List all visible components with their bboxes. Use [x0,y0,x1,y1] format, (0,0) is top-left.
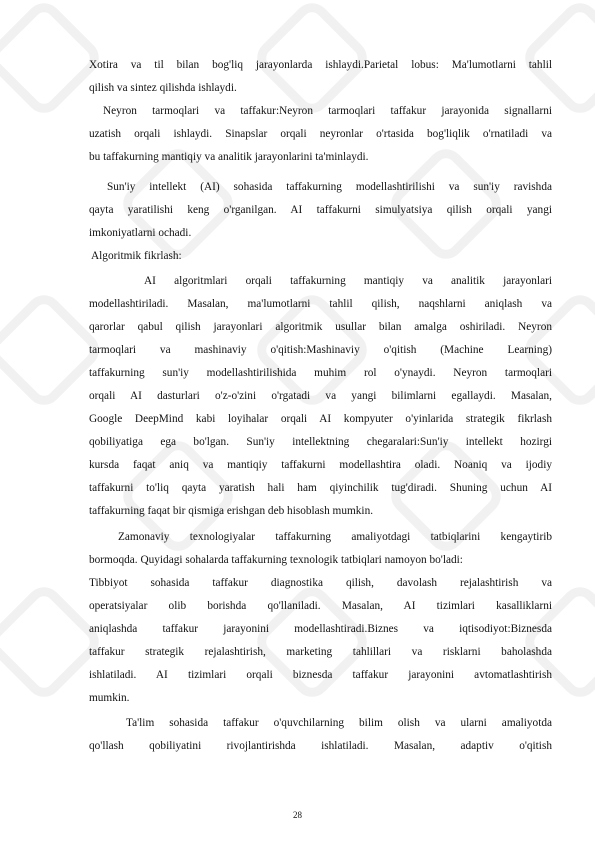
text-line: qayta yaratilishi keng o'rganilgan. AI taffakurni simulyatsiya qilish orqali yangi [89,204,552,216]
text-line: bormoqda. Quyidagi sohalarda taffakurning texnologik tatbiqlari namoyon bo'ladi: [89,554,463,566]
text-line: Google DeepMind kabi loyihalar orqali AI kompyuter o'yinlarida strategik fikrlash [89,413,552,425]
text-line: Zamonaviy texnologiyalar taffakurning amaliyotdagi tatbiqlarini kengaytirib [118,531,552,543]
text-line: qo'llash qobiliyatini rivojlantirishda ishlatiladi. Masalan, adaptiv o'qitish [89,740,552,752]
text-line: Tibbiyot sohasida taffakur diagnostika qilish, davolash rejalashtirish va [89,577,552,589]
text-line: imkoniyatlarni ochadi. [89,227,192,239]
text-line: Ta'lim sohasida taffakur o'quvchilarning bilim olish va ularni amaliyotda [126,717,552,729]
text-line: taffakurni to'liq qayta yaratish hali ham qiyinchilik tug'diradi. Shuning uchun AI [89,482,552,494]
text-line: ishlatiladi. AI tizimlari orqali biznesda taffakur jarayonini avtomatlashtirish [89,669,552,681]
text-line: Xotira va til bilan bog'liq jarayonlarda ishlaydi.Parietal lobus: Ma'lumotlarni tahlil [89,59,552,71]
text-line: tarmoqlari va mashinaviy o'qitish:Mashinaviy o'qitish (Machine Learning) [89,344,552,356]
section-heading: Algoritmik fikrlash: [91,250,182,262]
text-line: mumkin. [89,692,130,704]
text-line: taffakurning faqat bir qismiga erishgan deb hisoblash mumkin. [89,505,374,517]
text-line: bu taffakurning mantiqiy va analitik jarayonlarini ta'minlaydi. [89,151,369,163]
text-line: Sun'iy intellekt (AI) sohasida taffakurning modellashtirilishi va sun'iy ravishda [107,181,552,193]
text-line: kursda faqat aniq va mantiqiy taffakurni modellashtira oladi. Noaniq va ijodiy [89,459,552,471]
text-line: qarorlar qabul qilish jarayonlari algoritmik usullar bilan amalga oshiriladi. Neyron [89,321,552,333]
text-line: taffakur strategik rejalashtirish, marketing tahlillari va risklarni baholashda [89,646,552,658]
text-line: aniqlashda taffakur jarayonini modellashtiradi.Biznes va iqtisodiyot:Biznesda [89,623,552,635]
text-line: operatsiyalar olib borishda qo'llaniladi. Masalan, AI tizimlari kasalliklarni [89,600,552,612]
text-line: Neyron tarmoqlari va taffakur:Neyron tarmoqlari taffakur jarayonida signallarni [103,105,552,117]
text-line: uzatish orqali ishlaydi. Sinapslar orqali neyronlar o'rtasida bog'liqlik o'rnatiladi va [89,128,552,140]
text-line: qilish va sintez qilishda ishlaydi. [89,82,237,94]
page-number: 28 [293,810,302,820]
text-line: orqali AI dasturlari o'z-o'zini o'rgatadi va yangi bilimlarni egallaydi. Masalan, [89,390,552,402]
text-line: taffakurning sun'iy modellashtirilishida muhim rol o'ynaydi. Neyron tarmoqlari [89,367,552,379]
text-line: qobiliyatiga ega bo'lgan. Sun'iy intellektning chegaralari:Sun'iy intellekt hozirgi [89,436,552,448]
text-line: AI algoritmlari orqali taffakurning mantiqiy va analitik jarayonlari [144,275,552,287]
text-line: modellashtiriladi. Masalan, ma'lumotlarni tahlil qilish, naqshlarni aniqlash va [89,298,552,310]
